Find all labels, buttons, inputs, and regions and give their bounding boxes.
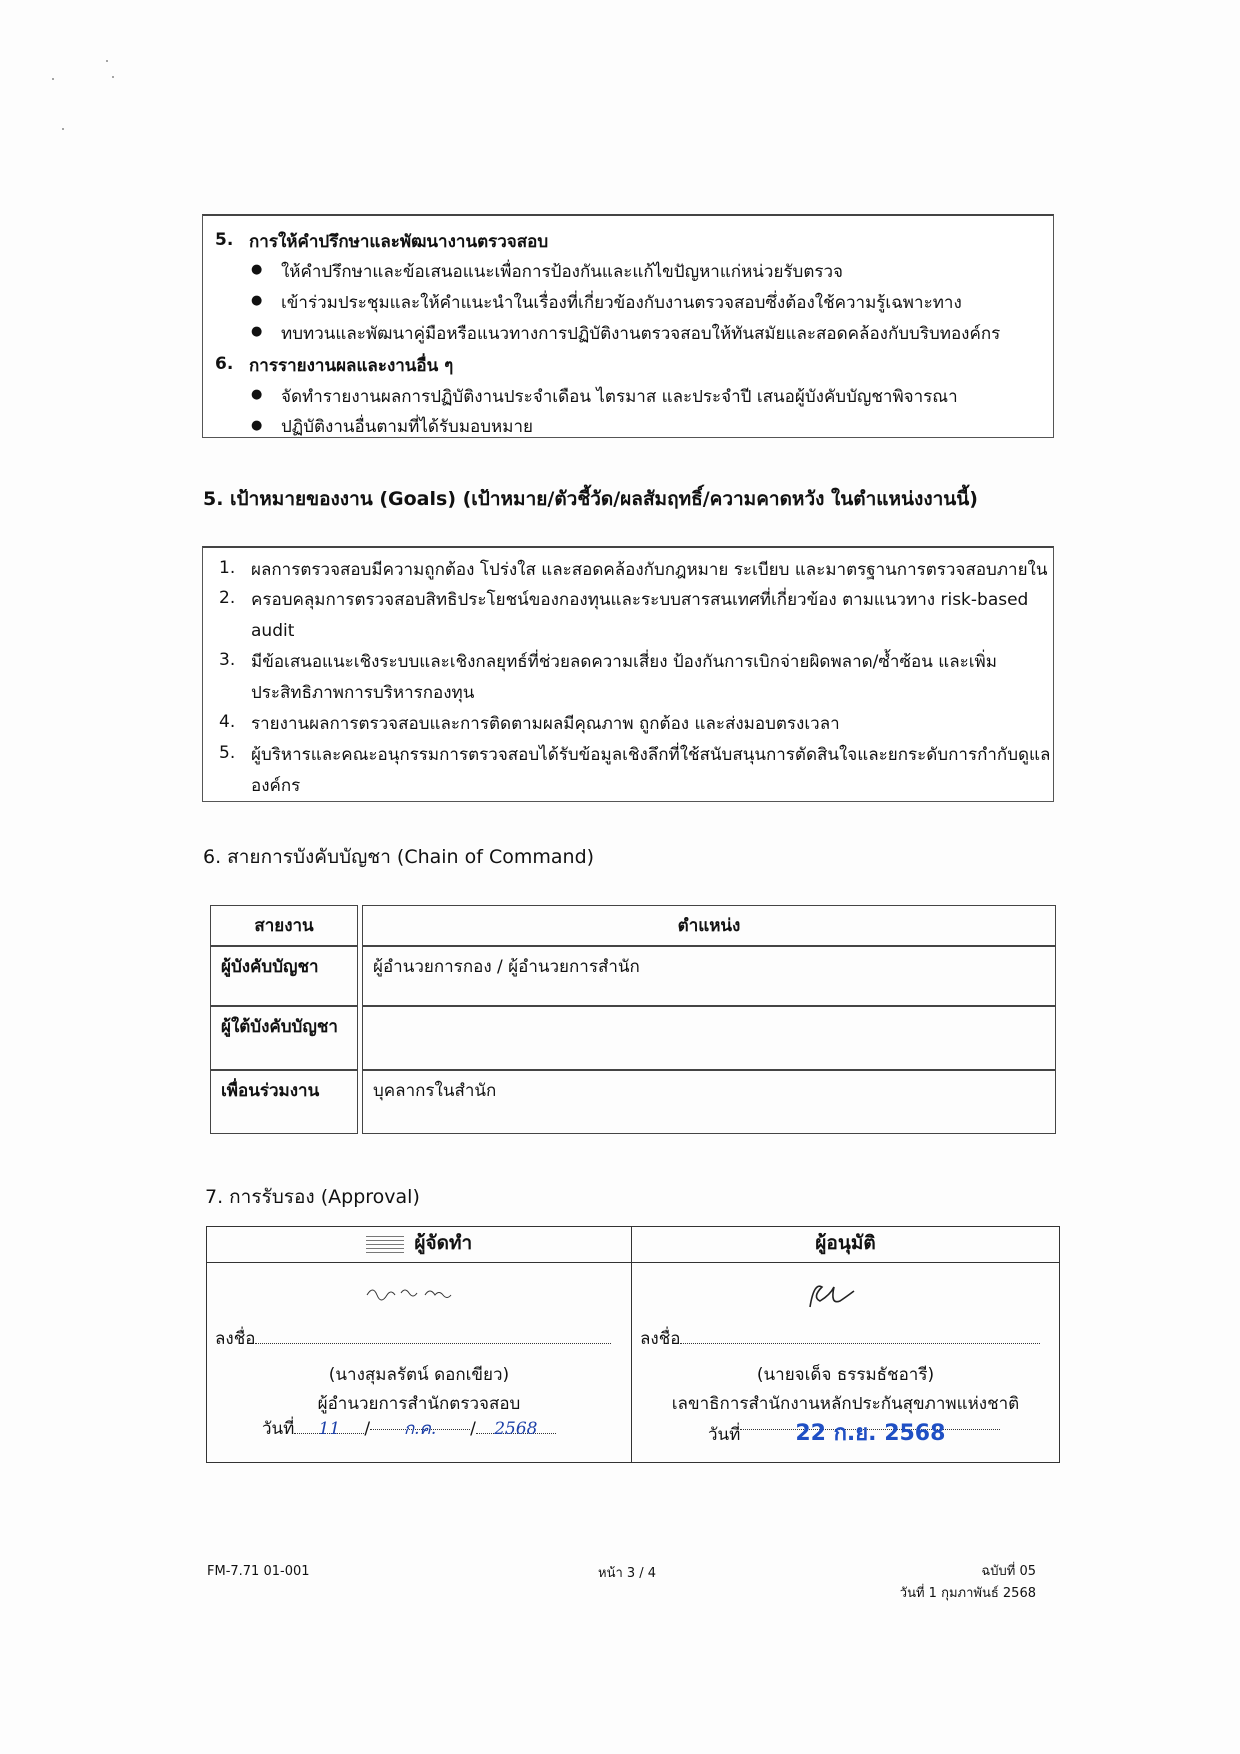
signature-line <box>255 1329 611 1344</box>
bullet-icon: ● <box>251 262 263 277</box>
scan-speck <box>62 128 64 130</box>
approval-table <box>206 1226 1060 1463</box>
form-code: FM-7.71 01-001 <box>207 1564 310 1579</box>
goal-number: 4. <box>219 712 236 732</box>
approver-position: เลขาธิการสำนักงานหลักประกันสุขภาพแห่งชาติ <box>671 1394 1020 1414</box>
sign-label: ลงชื่อ <box>215 1329 256 1349</box>
chain-row-value: ผู้อำนวยการกอง / ผู้อำนวยการสำนัก <box>362 946 1056 1006</box>
page-number: หน้า 3 / 4 <box>598 1566 657 1581</box>
chain-col-header: ตำแหน่ง <box>362 905 1056 946</box>
bullet-icon: ● <box>251 293 263 308</box>
goal-number: 5. <box>219 743 236 763</box>
approver-header: ผู้อนุมัติ <box>632 1227 1060 1263</box>
goal-text: ประสิทธิภาพการบริหารกองทุน <box>251 683 475 703</box>
goal-number: 1. <box>219 558 236 578</box>
goal-text: องค์กร <box>251 776 301 796</box>
scan-speck <box>106 60 108 62</box>
goals-heading: 5. เป้าหมายของงาน (Goals) (เป้าหมาย/ตัวชี้วัด/ผลสัมฤทธิ์/ความคาดหวัง ในตำแหน่งงานนี้) <box>203 488 978 510</box>
item-title: การรายงานผลและงานอื่น ๆ <box>249 356 454 376</box>
bullet-icon: ● <box>251 387 263 402</box>
bullet-text: ให้คำปรึกษาและข้อเสนอแนะเพื่อการป้องกันและแก้ไขปัญหาแก่หน่วยรับตรวจ <box>281 262 844 282</box>
scan-speck <box>112 76 114 78</box>
edition: ฉบับที่ 05 <box>981 1564 1036 1579</box>
date-year: 2568 <box>494 1419 538 1439</box>
goal-number: 3. <box>219 650 236 670</box>
preparer-name: (นางสุมลรัตน์ ดอกเขียว) <box>328 1365 510 1385</box>
bullet-text: ทบทวนและพัฒนาคู่มือหรือแนวทางการปฏิบัติงานตรวจสอบให้ทันสมัยและสอดคล้องกับบริบทองค์กร <box>281 324 1001 344</box>
approver-signature <box>800 1277 860 1322</box>
goal-text: audit <box>251 621 295 641</box>
signature-line <box>680 1329 1040 1344</box>
preparer-date: วันที่ 11 / ก.ค. / 2568 <box>262 1415 556 1442</box>
date-month: ก.ค. <box>403 1419 437 1439</box>
approver-name: (นายจเด็จ ธรรมธัชอารี) <box>756 1365 935 1385</box>
approver-date: วันที่ 22 ก.ย. 2568 <box>708 1415 1000 1448</box>
scan-speck <box>52 78 54 80</box>
chain-row-value <box>362 1006 1056 1070</box>
preparer-cell <box>207 1263 632 1463</box>
date-day: 11 <box>318 1419 341 1439</box>
bullet-icon: ● <box>251 324 263 339</box>
sign-label: ลงชื่อ <box>640 1329 681 1349</box>
effective-date: วันที่ 1 กุมภาพันธ์ 2568 <box>899 1586 1036 1601</box>
approval-heading: 7. การรับรอง (Approval) <box>205 1186 420 1208</box>
approver-cell <box>632 1263 1060 1463</box>
goals-box <box>202 546 1054 802</box>
goal-number: 2. <box>219 588 236 608</box>
stamp-logo <box>366 1235 404 1253</box>
goal-text: ผลการตรวจสอบมีความถูกต้อง โปร่งใส และสอดคล้องกับกฎหมาย ระเบียบ และมาตรฐานการตรวจสอบภายใน <box>251 560 1048 580</box>
chain-col-header: สายงาน <box>210 905 358 946</box>
duties-box <box>202 214 1054 438</box>
goal-text: มีข้อเสนอแนะเชิงระบบและเชิงกลยุทธ์ที่ช่วยลดความเสี่ยง ป้องกันการเบิกจ่ายผิดพลาด/ซ้ำซ้อน และเพิ่ม <box>251 652 997 672</box>
preparer-signature <box>365 1283 455 1308</box>
preparer-position: ผู้อำนวยการสำนักตรวจสอบ <box>317 1394 521 1414</box>
chain-row-value: บุคลากรในสำนัก <box>362 1070 1056 1134</box>
item-title: การให้คำปรึกษาและพัฒนางานตรวจสอบ <box>249 232 549 252</box>
bullet-text: จัดทำรายงานผลการปฏิบัติงานประจำเดือน ไตรมาส และประจำปี เสนอผู้บังคับบัญชาพิจารณา <box>281 387 958 407</box>
bullet-text: ปฏิบัติงานอื่นตามที่ได้รับมอบหมาย <box>281 417 533 437</box>
chain-row-label: ผู้บังคับบัญชา <box>210 946 358 1006</box>
item-number: 6. <box>215 354 234 374</box>
bullet-icon: ● <box>251 418 263 433</box>
goal-text: ผู้บริหารและคณะอนุกรรมการตรวจสอบได้รับข้อมูลเชิงลึกที่ใช้สนับสนุนการตัดสินใจและยกระดับการกำกับดูแล <box>251 745 1051 765</box>
preparer-header: ผู้จัดทำ <box>207 1227 632 1263</box>
chain-row-label: ผู้ใต้บังคับบัญชา <box>210 1006 358 1070</box>
item-number: 5. <box>215 230 234 250</box>
chain-heading: 6. สายการบังคับบัญชา (Chain of Command) <box>203 846 595 868</box>
goal-text: รายงานผลการตรวจสอบและการติดตามผลมีคุณภาพ ถูกต้อง และส่งมอบตรงเวลา <box>251 714 840 734</box>
chain-table <box>206 905 1060 1134</box>
goal-text: ครอบคลุมการตรวจสอบสิทธิประโยชน์ของกองทุนและระบบสารสนเทศที่เกี่ยวข้อง ตามแนวทาง risk-based <box>251 590 1029 610</box>
date-stamp: 22 ก.ย. 2568 <box>795 1421 946 1446</box>
chain-row-label: เพื่อนร่วมงาน <box>210 1070 358 1134</box>
bullet-text: เข้าร่วมประชุมและให้คำแนะนำในเรื่องที่เกี่ยวข้องกับงานตรวจสอบซึ่งต้องใช้ความรู้เฉพาะทาง <box>281 293 962 313</box>
